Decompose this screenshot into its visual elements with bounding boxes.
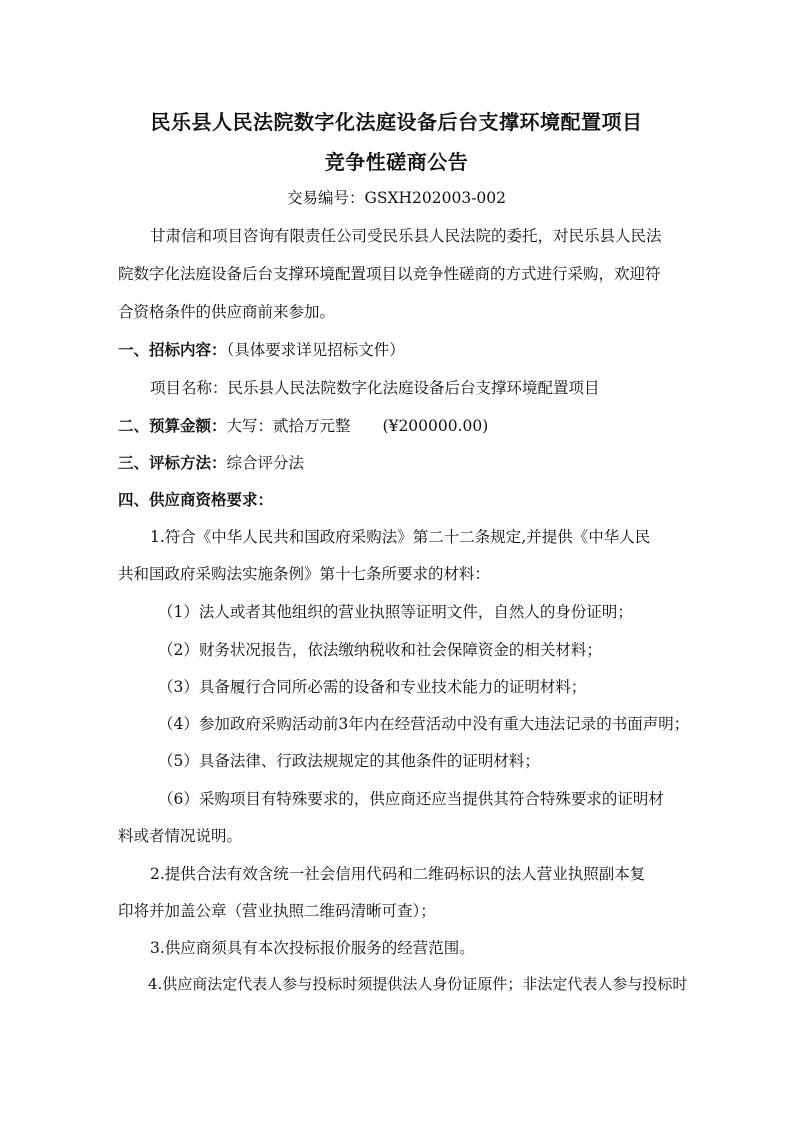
section-3 (118, 451, 678, 473)
trade-number: 交易编号：GSXH202003-002 (286, 189, 507, 207)
section-1-note: （具体要求详见招标文件） (226, 341, 405, 359)
section-1 (118, 338, 678, 360)
document-title: 民乐县人民法院数字化法庭设备后台支撑环境配置项目 (150, 110, 643, 134)
requirement-1-sub-6-line-2: 料或者情况说明。 (118, 827, 243, 845)
requirement-2-line-2: 印将并加盖公章（营业执照二维码清晰可查）； (118, 902, 436, 920)
section-2 (118, 414, 678, 436)
section-4-heading: 四、供应商资格要求： (118, 491, 274, 509)
requirement-1-sub-1: （1）法人或者其他组织的营业执照等证明文件，自然人的身份证明； (158, 603, 633, 621)
intro-line-1: 甘肃信和项目咨询有限责任公司受民乐县人民法院的委托，对民乐县人民法 (150, 227, 662, 245)
requirement-2-line-1: 2.提供合法有效含统一社会信用代码和二维码标识的法人营业执照副本复 (150, 865, 646, 883)
requirement-1-sub-2: （2）财务状况报告，依法缴纳税收和社会保障资金的相关材料； (158, 641, 602, 659)
project-name: 项目名称：民乐县人民法院数字化法庭设备后台支撑环境配置项目 (150, 379, 600, 397)
requirement-4: 4.供应商法定代表人参与投标时须提供法人身份证原件；非法定代表人参与投标时 (148, 975, 688, 993)
requirement-1-sub-3: （3）具备履行合同所必需的设备和专业技术能力的证明材料； (158, 678, 587, 696)
requirement-1-line-2: 共和国政府采购法实施条例》第十七条所要求的材料： (118, 565, 491, 583)
section-2-heading: 二、预算金额： (118, 417, 227, 435)
intro-line-2: 院数字化法庭设备后台支撑环境配置项目以竞争性磋商的方式进行采购，欢迎符 (118, 265, 661, 283)
intro-line-3: 合资格条件的供应商前来参加。 (118, 303, 336, 321)
section-1-heading: 一、招标内容： (118, 341, 227, 359)
budget-amount: (¥200000.00) (382, 417, 489, 435)
evaluation-method: 综合评分法 (226, 454, 305, 472)
requirement-1-sub-6-line-1: （6）采购项目有特殊要求的，供应商还应当提供其符合特殊要求的证明材 (158, 790, 664, 808)
document-subtitle: 竞争性磋商公告 (324, 150, 469, 174)
requirement-3: 3.供应商须具有本次投标报价服务的经营范围。 (150, 939, 475, 957)
requirement-1-sub-5: （5）具备法律、行政法规规定的其他条件的证明材料； (158, 752, 540, 770)
requirement-1-sub-4: （4）参加政府采购活动前3年内在经营活动中没有重大违法记录的书面声明； (158, 715, 690, 733)
section-3-heading: 三、评标方法： (118, 454, 227, 472)
requirement-1-line-1: 1.符合《中华人民共和国政府采购法》第二十二条规定,并提供《中华人民 (150, 528, 651, 546)
budget-text: 大写：贰拾万元整 (226, 417, 351, 435)
